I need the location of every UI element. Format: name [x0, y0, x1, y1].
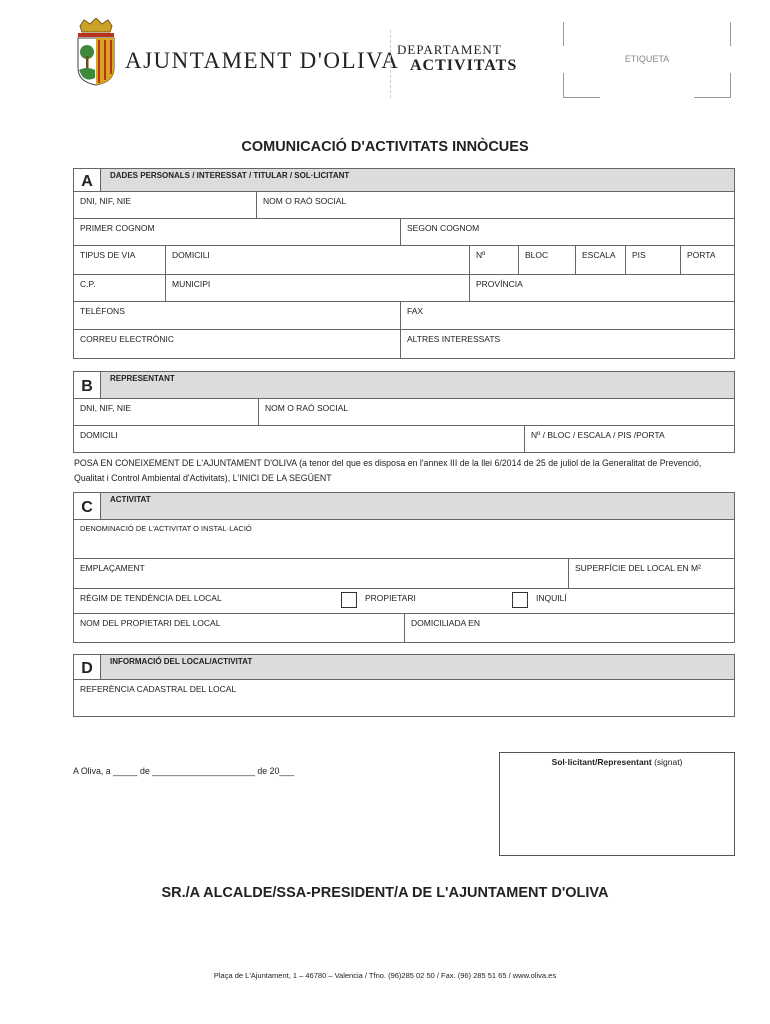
coat-of-arms-logo: [74, 18, 118, 86]
owner-address-field[interactable]: DOMICILIADA EN: [404, 614, 734, 642]
first-surname-field[interactable]: PRIMER COGNOM: [80, 223, 155, 233]
section-c: [73, 492, 735, 643]
dni-field[interactable]: DNI, NIF, NIE: [80, 196, 132, 206]
section-a: [73, 168, 735, 359]
department-label: DEPARTAMENT: [397, 42, 502, 57]
section-d-letter: D: [74, 655, 101, 679]
phones-field[interactable]: TELÈFONS: [80, 306, 125, 316]
name-field[interactable]: NOM O RAÓ SOCIAL: [256, 192, 734, 218]
declaration-text: POSA EN CONEIXEMENT DE L'AJUNTAMENT D'OLIVA (a tenor del que es disposa en l'annex III de la llei 6/2014 de 25 de juliol de la Generalitat de Prevenció, Qualitat i Control Ambiental d'Activitats), L'INICI DE LA SEGÜENT: [74, 458, 702, 483]
municipality-field[interactable]: MUNICIPI: [165, 275, 469, 301]
org-name: AJUNTAMENT D'OLIVA: [125, 48, 400, 73]
signature-label: [500, 757, 734, 767]
label-box-text: ETIQUETA: [624, 54, 670, 64]
fax-field[interactable]: FAX: [400, 302, 734, 329]
owner-label: PROPIETARI: [365, 593, 416, 603]
email-field[interactable]: CORREU ELECTRÒNIC: [80, 334, 174, 344]
tenant-label: INQUILÍ: [536, 593, 567, 603]
rep-dni-field[interactable]: DNI, NIF, NIE: [80, 403, 132, 413]
footer-address: Plaça de L'Ajuntament, 1 – 46780 – Valencia / Tfno. (96)285 02 50 / Fax. (96) 285 51 65 / www.oliva.es: [213, 971, 557, 980]
section-c-letter: C: [74, 493, 101, 519]
address-field[interactable]: DOMICILI: [165, 246, 469, 274]
postal-code-field[interactable]: C.P.: [80, 279, 96, 289]
tenure-label: RÈGIM DE TENDÈNCIA DEL LOCAL: [80, 593, 222, 603]
section-a-title: DADES PERSONALS / INTERESSAT / TITULAR / SOL·LICITANT: [110, 171, 350, 180]
signature-label-bold: Sol·licitant/Representant: [551, 757, 652, 767]
addressee: SR./A ALCALDE/SSA-PRESIDENT/A DE L'AJUNTAMENT D'OLIVA: [161, 885, 609, 901]
section-a-letter: A: [74, 169, 101, 191]
signature-label-normal: (signat): [651, 757, 683, 767]
section-b-letter: B: [74, 372, 101, 398]
tenant-checkbox[interactable]: [512, 592, 528, 608]
owner-checkbox[interactable]: [341, 592, 357, 608]
block-field[interactable]: BLOC: [518, 246, 575, 274]
section-d: [73, 654, 735, 717]
surface-field[interactable]: SUPERFÍCIE DEL LOCAL EN M²: [568, 559, 734, 588]
second-surname-field[interactable]: SEGON COGNOM: [400, 219, 734, 245]
province-field[interactable]: PROVÍNCIA: [469, 275, 734, 301]
rep-address-field[interactable]: DOMICILI: [80, 430, 118, 440]
floor-field[interactable]: PIS: [625, 246, 680, 274]
rep-number-field[interactable]: Nº / BLOC / ESCALA / PIS /PORTA: [524, 426, 734, 452]
signature-box[interactable]: [499, 752, 735, 856]
number-field[interactable]: Nº: [469, 246, 518, 274]
cadastral-ref-field[interactable]: REFERÈNCIA CADASTRAL DEL LOCAL: [80, 684, 237, 694]
section-b: [73, 371, 735, 453]
rep-name-field[interactable]: NOM O RAÓ SOCIAL: [258, 399, 734, 425]
location-field[interactable]: EMPLAÇAMENT: [80, 563, 145, 573]
section-d-title: INFORMACIÓ DEL LOCAL/ACTIVITAT: [110, 657, 253, 666]
label-box: [563, 22, 731, 98]
date-line: A Oliva, a _____ de _____________________ de 20___: [73, 766, 295, 776]
header-divider: [390, 30, 391, 98]
other-parties-field[interactable]: ALTRES INTERESSATS: [400, 330, 734, 358]
section-b-title: REPRESENTANT: [110, 374, 175, 383]
stair-field[interactable]: ESCALA: [575, 246, 625, 274]
street-type-field[interactable]: TIPUS DE VIA: [80, 250, 136, 260]
section-c-title: ACTIVITAT: [110, 495, 151, 504]
owner-name-field[interactable]: NOM DEL PROPIETARI DEL LOCAL: [80, 618, 221, 628]
door-field[interactable]: PORTA: [680, 246, 734, 274]
department-name: ACTIVITATS: [410, 57, 518, 74]
activity-name-field[interactable]: DENOMINACIÓ DE L'ACTIVITAT O INSTAL·LACIÓ: [80, 524, 252, 533]
form-title: COMUNICACIÓ D'ACTIVITATS INNÒCUES: [241, 139, 529, 155]
